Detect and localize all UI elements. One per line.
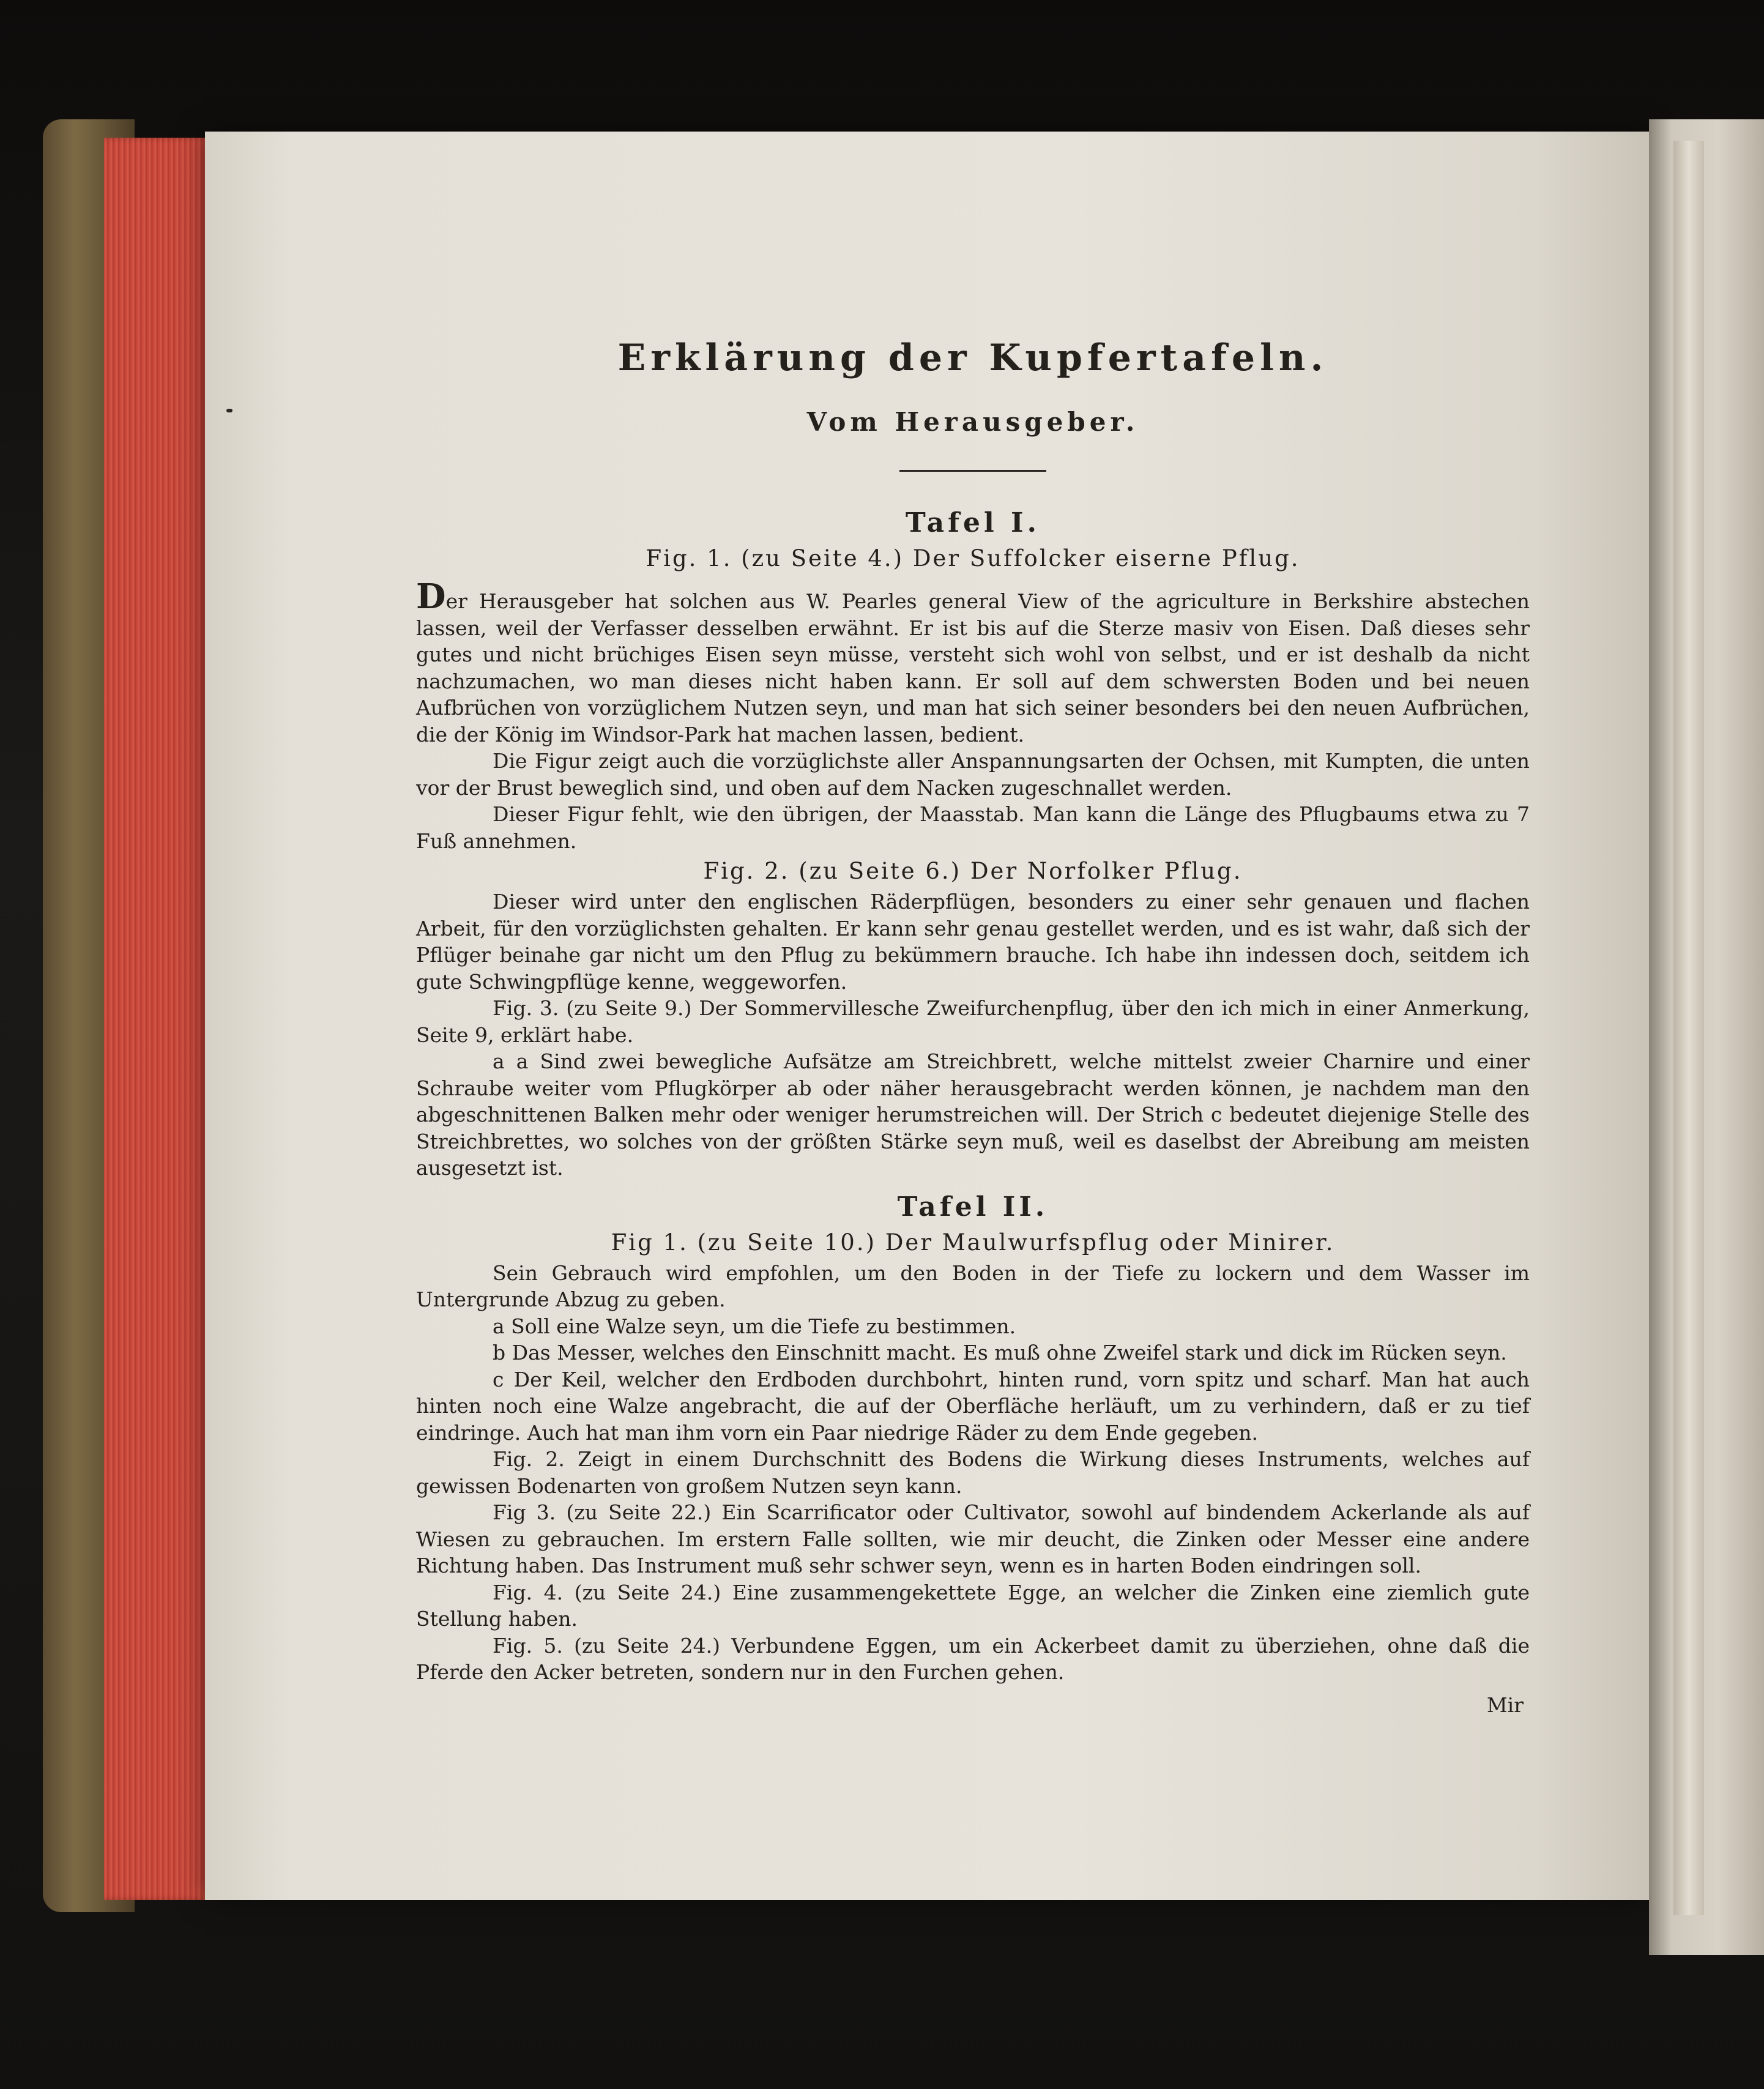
tafel-2-heading: Tafel II. [897, 1191, 1049, 1223]
tafel1-fig3-paragraph-2: a a Sind zwei bewegliche Aufsätze am Streichbrett, welche mittelst zweier Charnire und einer Schraube weiter vom Pflugkörper ab oder näher herausgebracht werden können, je nachdem man den abgeschnittenen Balken mehr oder weniger herumstreichen will. Der Strich c bedeutet diejenige Stelle des Streichbrettes, wo solches von der größten Stärke seyn muß, weil es daselbst der Abreibung am meisten ausgesetzt ist. [416, 1049, 1530, 1180]
tafel-1-heading: Tafel I. [906, 507, 1040, 538]
facing-page [1649, 119, 1764, 1955]
tafel2-fig4-paragraph: Fig. 4. (zu Seite 24.) Eine zusammengekettete Egge, an welcher die Zinken eine ziemlich gute Stellung haben. [416, 1580, 1530, 1631]
page-text [416, 330, 1530, 1717]
tafel2-fig1-heading: Fig 1. (zu Seite 10.) Der Maulwurfspflug oder Minirer. [611, 1229, 1335, 1256]
tafel1-fig1-heading: Fig. 1. (zu Seite 4.) Der Suffolcker eiserne Pflug. [646, 545, 1300, 572]
tafel2-fig1-item-a: a Soll eine Walze seyn, um die Tiefe zu bestimmen. [493, 1314, 1016, 1338]
tafel1-fig2-paragraph: Dieser wird unter den englischen Räderpflügen, besonders zu einer sehr genauen und flachen Arbeit, für den vorzüglichsten gehalten. Er kann sehr genau gestellet werden, und es ist wahr, daß sich der Pflüger beinahe gar nicht um den Pflug zu bekümmern brauche. Ich habe ihn indessen doch, seitdem ich gute Schwingpflüge kenne, weggeworfen. [416, 890, 1530, 994]
tafel1-fig1-paragraph-1-text: er Herausgeber hat solchen aus W. Pearles general View of the agriculture in Berkshire abstechen lassen, weil der Verfasser desselben erwähnt. Er ist bis auf die Sterze masiv von Eisen. Daß dieses sehr gutes und nicht brüchiges Eisen seyn müsse, versteht sich wohl von selbst, und er ist deshalb da nicht nachzumachen, wo man dieses nicht haben kann. Er soll auf dem schwersten Boden und bei neuen Aufbrüchen von vorzüglichem Nutzen seyn, und man hat sich seiner besonders bei den neuen Aufbrüchen, die der König im Windsor-Park hat machen lassen, bedient. [416, 589, 1530, 747]
tafel2-fig1-paragraph: Sein Gebrauch wird empfohlen, um den Boden in der Tiefe zu lockern und dem Wasser im Untergrunde Abzug zu geben. [416, 1260, 1530, 1311]
margin-mark [226, 409, 233, 412]
tafel1-fig2-heading: Fig. 2. (zu Seite 6.) Der Norfolker Pflug. [703, 858, 1243, 884]
tafel2-fig3-paragraph: Fig 3. (zu Seite 22.) Ein Scarrificator oder Cultivator, sowohl auf bindendem Ackerlande als auf Wiesen zu gebrauchen. Im erstern Falle sollten, wie mir deucht, die Zinken oder Messer eine andere Richtung haben. Das Instrument muß sehr schwer seyn, wenn es in harten Boden eindringen soll. [416, 1500, 1530, 1577]
tafel1-fig1-paragraph-3: Dieser Figur fehlt, wie den übrigen, der Maasstab. Man kann die Länge des Pflugbaums etwa zu 7 Fuß annehmen. [416, 802, 1530, 853]
tafel2-fig5-paragraph: Fig. 5. (zu Seite 24.) Verbundene Eggen, um ein Ackerbeet damit zu überziehen, ohne daß die Pferde den Acker betreten, sondern nur in den Furchen gehen. [416, 1633, 1530, 1684]
page-title: Erklärung der Kupfertafeln. [617, 337, 1328, 379]
title-rule [899, 470, 1046, 472]
facing-page-edge [1673, 141, 1704, 1915]
tafel1-fig3-paragraph-1: Fig. 3. (zu Seite 9.) Der Sommervillesche Zweifurchenpflug, über den ich mich in einer Anmerkung, Seite 9, erklärt habe. [416, 996, 1530, 1047]
tafel1-fig1-paragraph-2: Die Figur zeigt auch die vorzüglichste aller Anspannungsarten der Ochsen, mit Kumpten, die unten vor der Brust beweglich sind, und oben auf dem Nacken zugeschnallet werden. [416, 749, 1530, 800]
tafel2-fig1-item-c: c Der Keil, welcher den Erdboden durchbohrt, hinten rund, vorn spitz und scharf. Man hat auch hinten noch eine Walze angebracht, die auf der Oberfläche herläuft, um zu verhindern, daß er zu tief eindringe. Auch hat man ihm vorn ein Paar niedrige Räder zu dem Ende gegeben. [416, 1367, 1530, 1445]
tafel2-fig1-item-b: b Das Messer, welches den Einschnitt macht. Es muß ohne Zweifel stark und dick im Rücken seyn. [493, 1341, 1507, 1365]
red-page-edges [104, 138, 208, 1900]
page-subtitle: Vom Herausgeber. [806, 407, 1139, 437]
tafel2-fig2-paragraph: Fig. 2. Zeigt in einem Durchschnitt des Bodens die Wirkung dieses Instruments, welches auf gewissen Bodenarten von großem Nutzen seyn kann. [416, 1447, 1530, 1498]
catchword: Mir [1486, 1692, 1524, 1717]
tafel1-fig1-paragraph-1 [416, 576, 1530, 748]
drop-cap: D [416, 576, 446, 617]
